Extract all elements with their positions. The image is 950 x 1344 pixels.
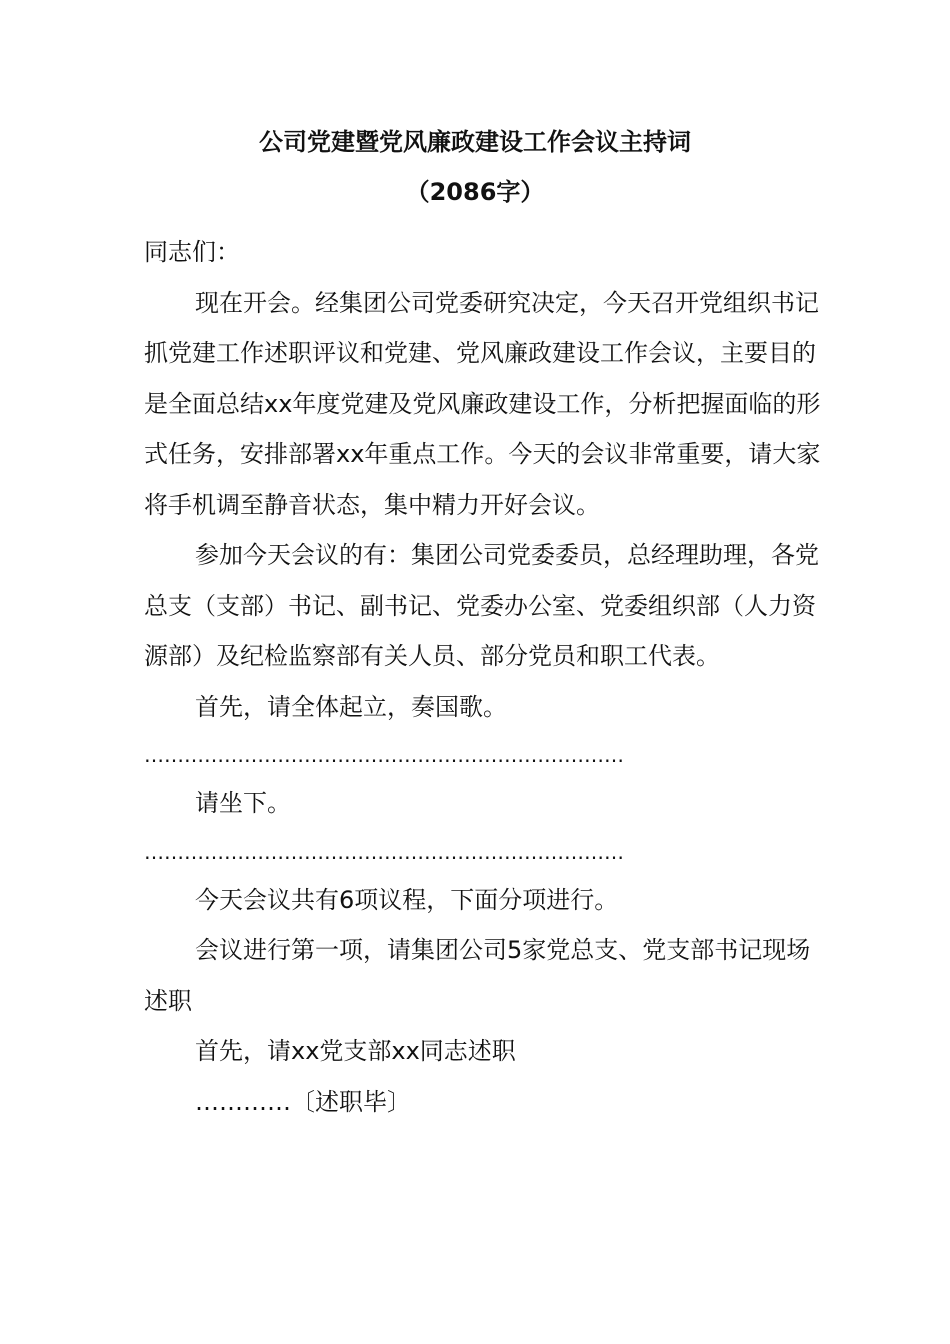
paragraph-opening: 现在开会。经集团公司党委研究决定，今天召开党组织书记抓党建工作述职评议和党建、党风廉政建设工作会议，主要目的是全面总结xx年度党建及党风廉政建设工作，分析把握面临的形式任务，安排部署xx年重点工作。今天的会议非常重要，请大家将手机调至静音状态，集中精力开好会议。 [144, 288, 821, 519]
paragraph-first-report: 首先，请xx党支部xx同志述职 [195, 1037, 516, 1065]
paragraph-anthem: 首先，请全体起立，奏国歌。 [195, 692, 507, 721]
paragraph-agenda-item-one: 会议进行第一项，请集团公司5家党总支、党支部书记现场述职 [144, 936, 811, 1015]
document-title: 公司党建暨党风廉政建设工作会议主持词 [259, 128, 691, 156]
paragraph-attendees: 参加今天会议的有：集团公司党委委员，总经理助理，各党总支（支部）书记、副书记、党委办公室、党委组织部（人力资源部）及纪检监察部有关人员、部分党员和职工代表。 [144, 541, 819, 670]
salutation: 同志们： [144, 238, 240, 266]
paragraph-report-done: …………〔述职毕〕 [195, 1087, 411, 1116]
document-subtitle: （2086字） [405, 178, 545, 206]
dotted-line-separator: ……………………………………………………………… [144, 839, 624, 864]
paragraph-agenda-count: 今天会议共有6项议程，下面分项进行。 [195, 885, 619, 914]
dotted-line-separator: ……………………………………………………………… [144, 743, 624, 767]
document-body [144, 227, 834, 1127]
paragraph-be-seated: 请坐下。 [195, 789, 291, 817]
